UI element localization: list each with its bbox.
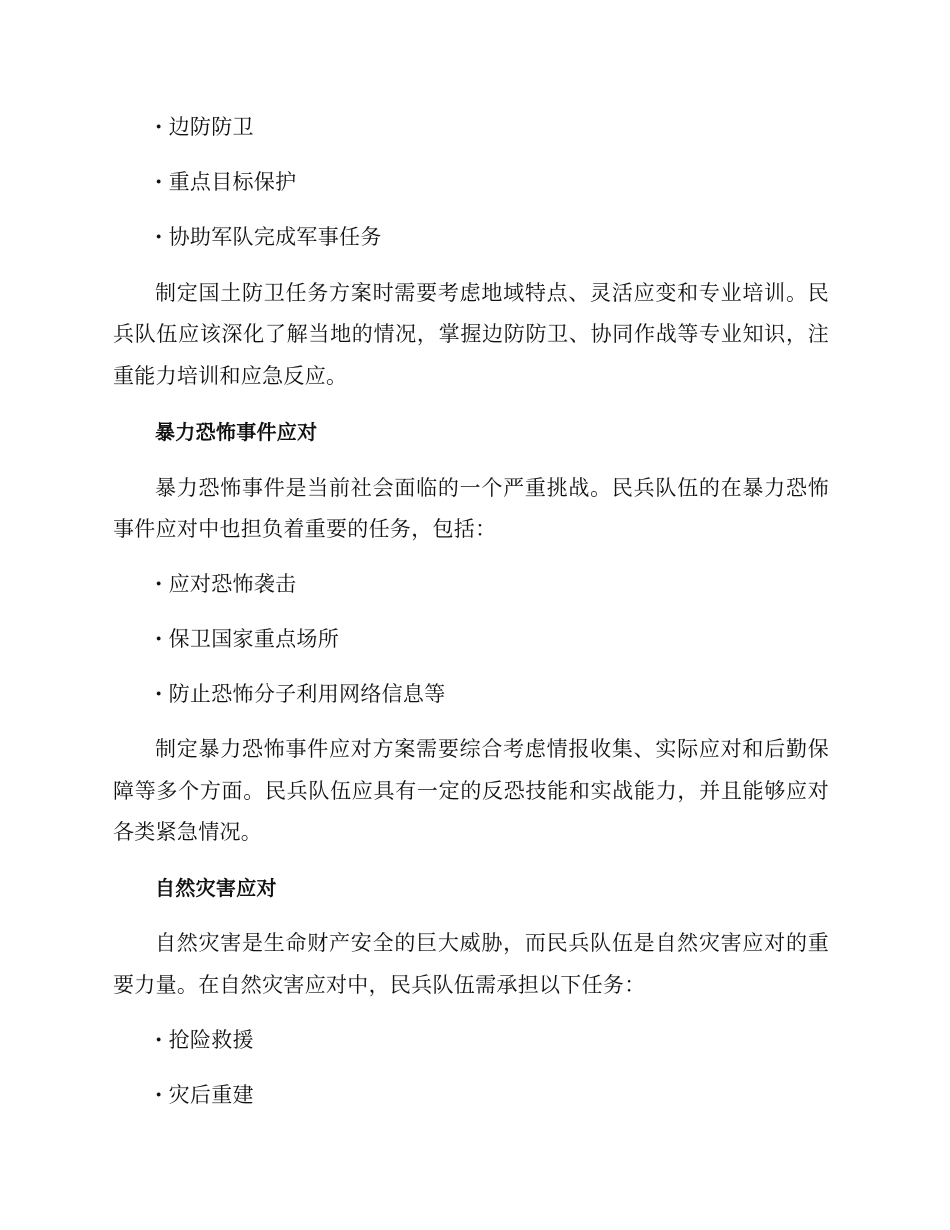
paragraph-line: 暴力恐怖事件是当前社会面临的一个严重挑战。民兵队伍的在暴力恐怖 — [155, 476, 829, 500]
bullet-icon: · — [155, 681, 163, 706]
paragraph-line: 各类紧急情况。 — [113, 820, 263, 844]
list-item-text: 边防防卫 — [168, 115, 254, 139]
list-item-text: 保卫国家重点场所 — [168, 627, 340, 651]
section-heading: 暴力恐怖事件应对 — [155, 420, 318, 444]
list-item — [155, 113, 877, 141]
bullet-icon: · — [155, 1027, 163, 1052]
list-item — [155, 570, 877, 598]
list-item-text: 应对恐怖袭击 — [168, 572, 297, 596]
list-item — [155, 1026, 877, 1054]
list-item — [155, 680, 877, 708]
paragraph-line: 事件应对中也担负着重要的任务，包括： — [113, 517, 497, 541]
paragraph-line: 制定国土防卫任务方案时需要考虑地域特点、灵活应变和专业培训。民 — [155, 281, 829, 305]
paragraph-line: 兵队伍应该深化了解当地的情况，掌握边防防卫、协同作战等专业知识，注 — [113, 322, 829, 346]
list-item — [155, 168, 877, 196]
list-item — [155, 1081, 877, 1109]
bullet-icon: · — [155, 1082, 163, 1107]
bullet-icon: · — [155, 114, 163, 139]
paragraph-line: 要力量。在自然灾害应对中，民兵队伍需承担以下任务： — [113, 973, 646, 997]
list-item-text: 抢险救援 — [168, 1028, 254, 1052]
paragraph-line: 障等多个方面。民兵队伍应具有一定的反恐技能和实战能力，并且能够应对 — [113, 779, 829, 803]
bullet-icon: · — [155, 571, 163, 596]
bullet-icon: · — [155, 169, 163, 194]
list-item-text: 协助军队完成军事任务 — [168, 225, 382, 249]
paragraph-line: 制定暴力恐怖事件应对方案需要综合考虑情报收集、实际应对和后勤保 — [155, 737, 829, 761]
list-item-text: 灾后重建 — [168, 1083, 254, 1107]
bullet-icon: · — [155, 626, 163, 651]
list-item-text: 防止恐怖分子利用网络信息等 — [168, 682, 446, 706]
paragraph-line: 重能力培训和应急反应。 — [113, 364, 348, 388]
list-item — [155, 625, 877, 653]
list-item-text: 重点目标保护 — [168, 170, 297, 194]
section-heading: 自然灾害应对 — [155, 876, 277, 900]
bullet-icon: · — [155, 224, 163, 249]
list-item — [155, 223, 877, 251]
paragraph-line: 自然灾害是生命财产安全的巨大威胁，而民兵队伍是自然灾害应对的重 — [155, 931, 829, 955]
